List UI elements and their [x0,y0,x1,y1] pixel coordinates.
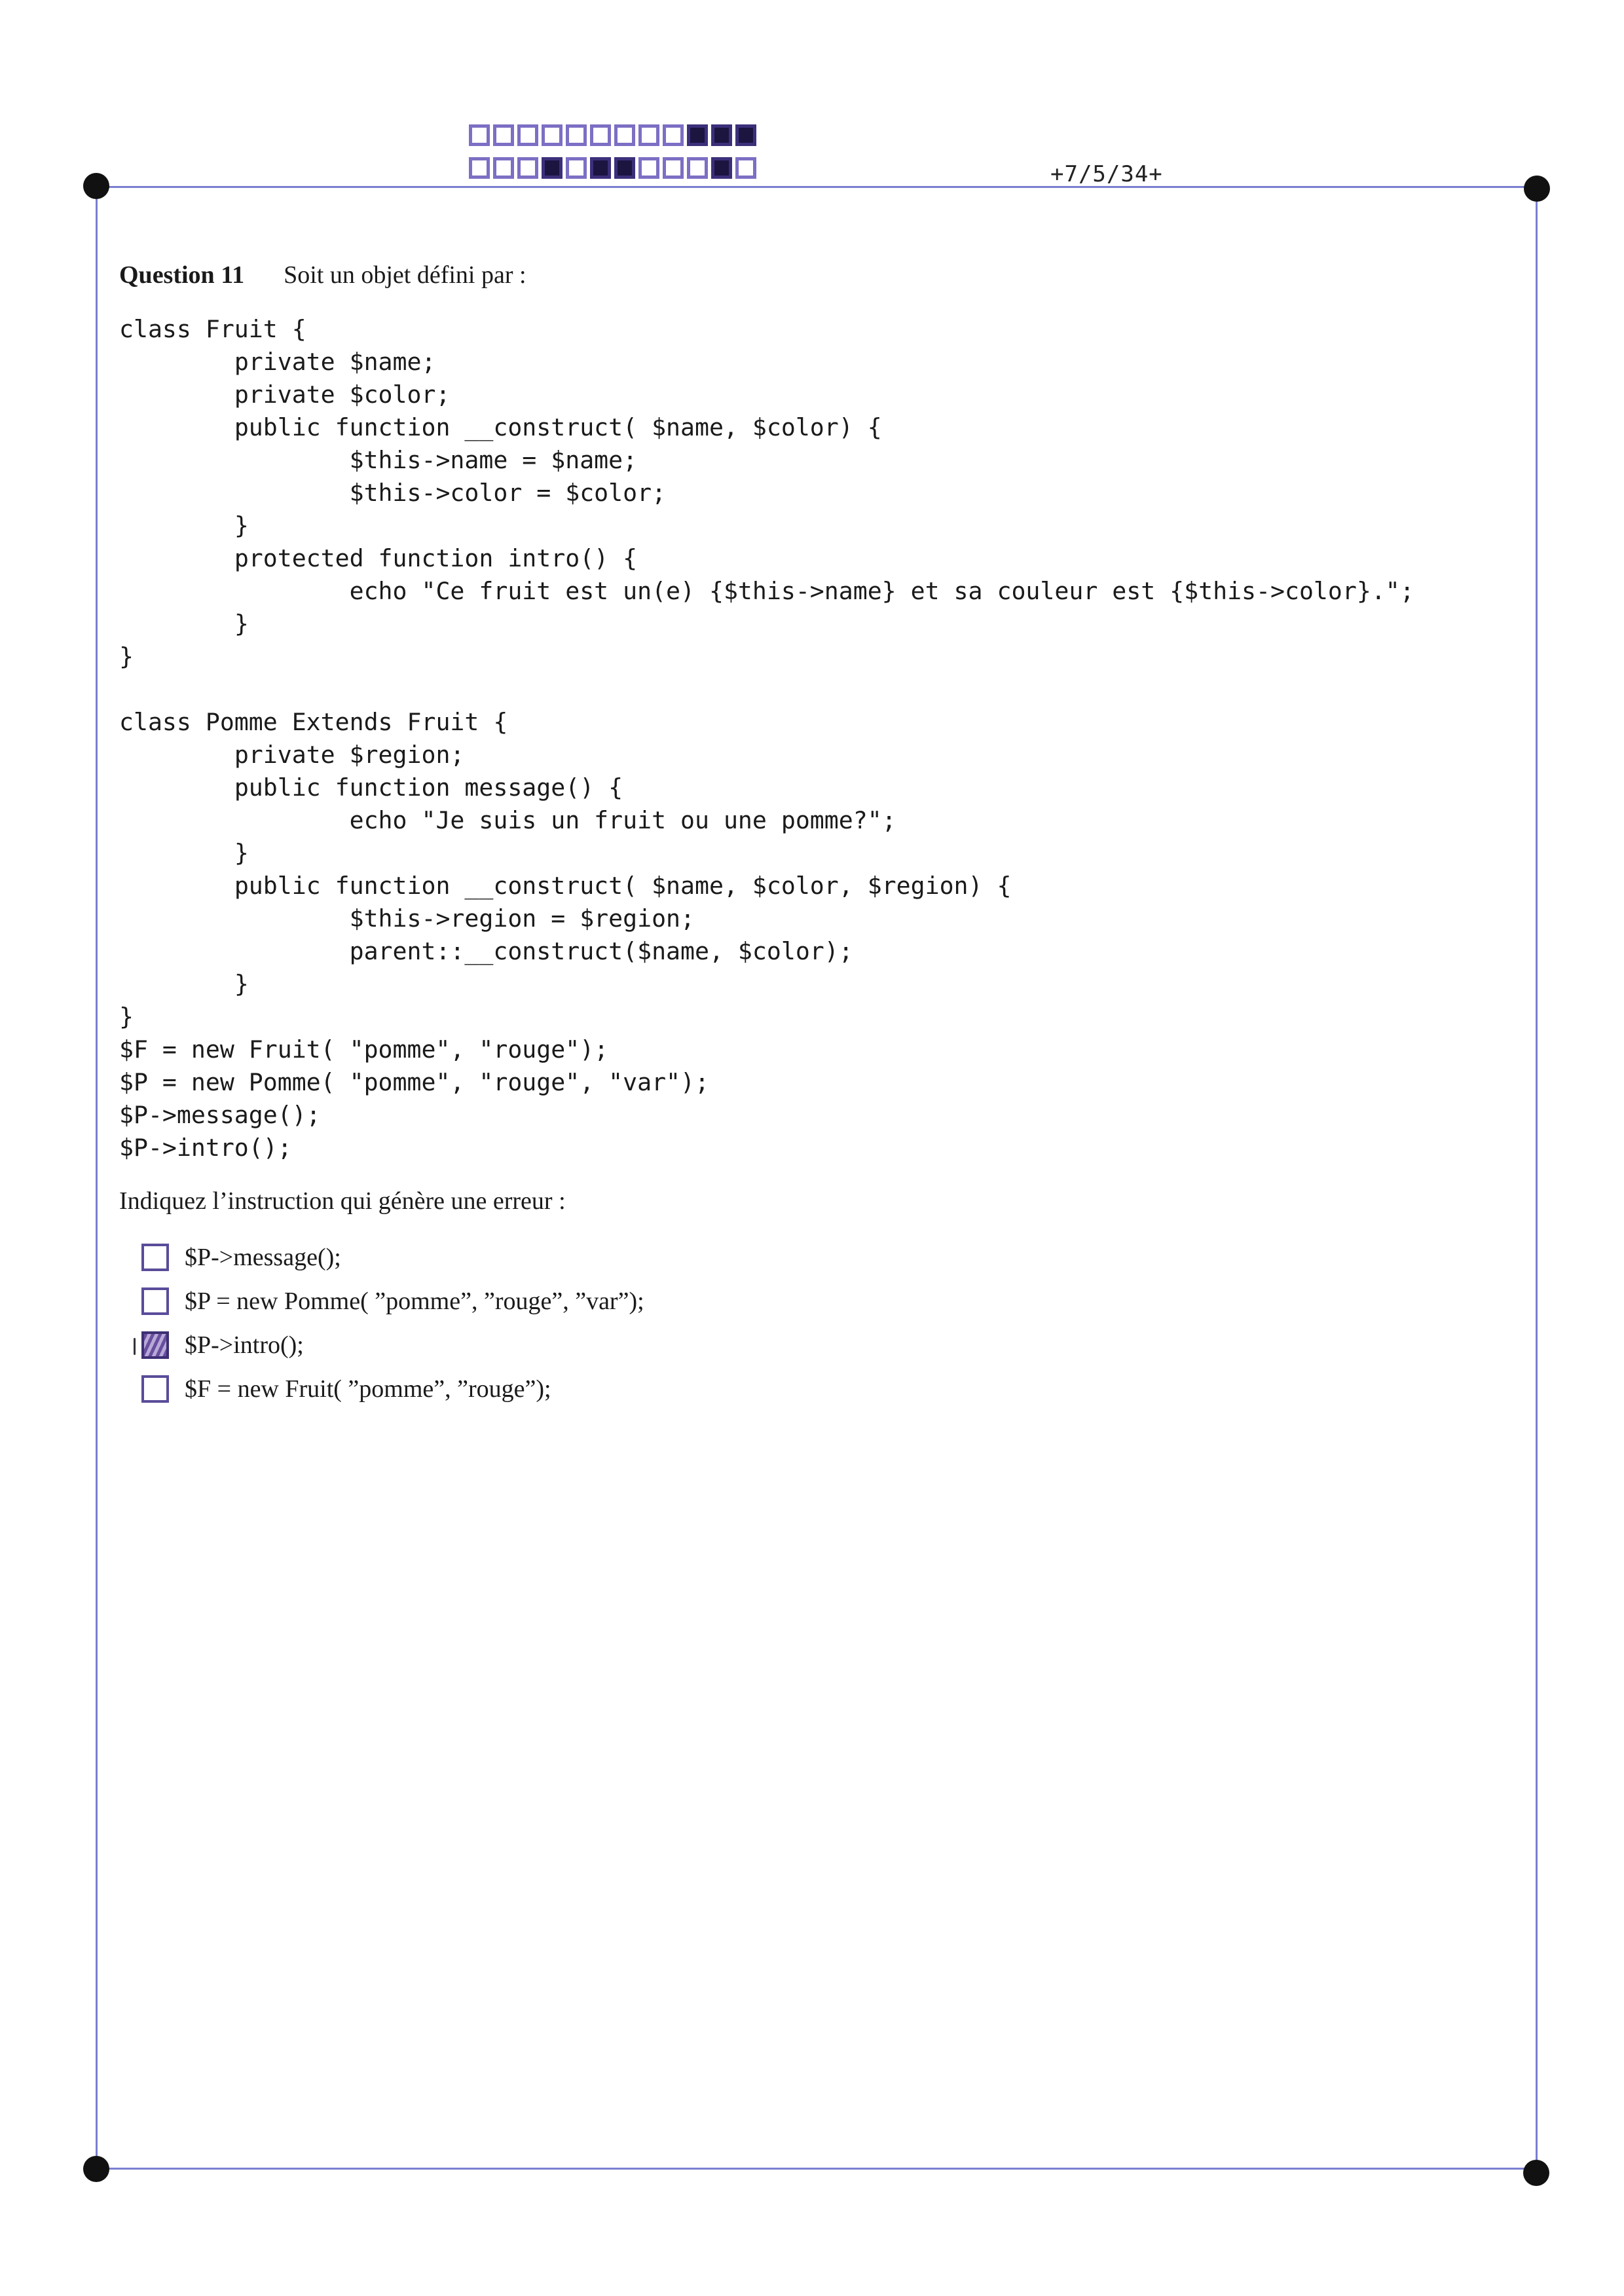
question-intro: Soit un objet défini par : [284,261,526,289]
checkbox-checked[interactable] [141,1331,169,1359]
code-listing: class Fruit { private $name; private $color; public function __construct( $name, $color) { $this->name = $name; $this->color = $color; } protected function intro() { echo "Ce fruit est un(e) {$this->name} et sa couleur est {$this->color}."; } } class Pomme Extends Fruit { private $region; public function message() { echo "Je suis un fruit ou une pomme?"; } public function __construct( $name, $color, $region) { $this->region = $region; parent::__construct($name, $color); } } $F = new Fruit( "pomme", "rouge"); $P = new Pomme( "pomme", "rouge", "var"); $P->message(); $P->intro(); [119,315,1414,1162]
barcode-cell [614,157,635,179]
answer-option[interactable] [141,1235,644,1279]
checkbox[interactable] [141,1375,169,1403]
question-number: Question 11 [119,261,245,289]
checkbox[interactable] [141,1244,169,1271]
corner-dot-bottom-right [1523,2160,1549,2186]
barcode-cell [735,124,756,146]
barcode-cell [614,124,635,146]
question-header [119,261,526,289]
barcode-row-2 [469,157,760,179]
barcode-cell [590,157,611,179]
option-label: $P->intro(); [185,1331,304,1359]
checkbox[interactable] [141,1287,169,1315]
barcode-row-1 [469,124,760,146]
question-prompt: Indiquez l’instruction qui génère une erreur : [119,1187,566,1215]
barcode-cell [517,157,538,179]
corner-dot-bottom-left [83,2156,109,2182]
barcode-cell [566,124,587,146]
barcode-cell [735,157,756,179]
barcode-cell [469,157,490,179]
option-label: $P->message(); [185,1243,341,1271]
barcode-cell [566,157,587,179]
barcode-cell [469,124,490,146]
corner-dot-top-right [1524,176,1550,202]
frame-left-line [96,186,98,2169]
corner-dot-top-left [83,173,109,199]
frame-bottom-line [96,2168,1538,2170]
option-label: $P = new Pomme( ”pomme”, ”rouge”, ”var”); [185,1287,644,1315]
frame-right-line [1536,186,1538,2169]
barcode-cell [542,124,563,146]
barcode-cell [638,157,659,179]
barcode-cell [493,157,514,179]
barcode-cell [663,157,684,179]
barcode-cell [517,124,538,146]
answer-option[interactable] [141,1367,644,1411]
barcode-cell [687,157,708,179]
barcode-cell [711,124,732,146]
barcode-cell [542,157,563,179]
barcode-cell [687,124,708,146]
frame-top-line [96,186,1538,188]
answer-option[interactable] [141,1323,644,1367]
page-id: +7/5/34+ [1050,161,1163,187]
barcode-cell [493,124,514,146]
option-label: $F = new Fruit( ”pomme”, ”rouge”); [185,1375,551,1403]
barcode-cell [590,124,611,146]
answer-options [141,1235,644,1411]
barcode-cell [711,157,732,179]
barcode-cell [663,124,684,146]
barcode-cell [638,124,659,146]
answer-option[interactable] [141,1279,644,1323]
